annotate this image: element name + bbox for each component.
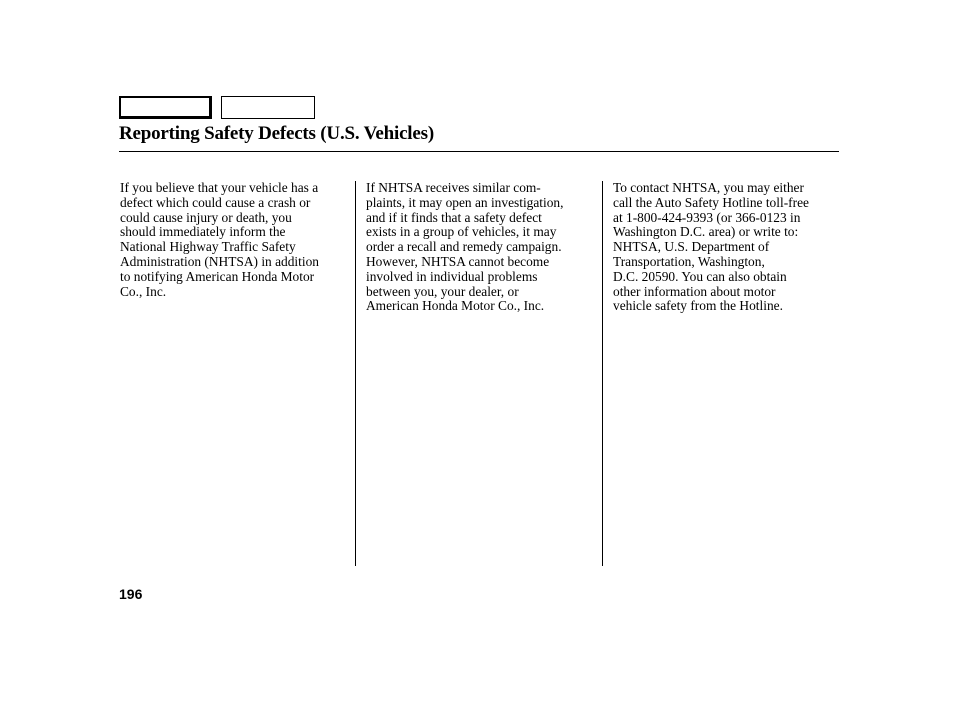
column-divider-2 xyxy=(602,181,603,566)
body-column-1: If you believe that your vehicle has a defect which could cause a crash or could cause injury or death, you should immediately inform the National Highway Traffic Safety Administration (NHTSA) in addition to notifying American Honda Motor Co., Inc. xyxy=(120,180,319,299)
page-number: 196 xyxy=(119,586,143,602)
body-column-3: To contact NHTSA, you may either call the Auto Safety Hotline toll-free at 1-800-424-9393 (or 366-0123 in Washington D.C. area) or write to: NHTSA, U.S. Department of Transportation, Washington, D.C. 20590. You can also obtain other information about motor vehicle safety from the Hotline. xyxy=(613,180,809,314)
title-divider xyxy=(119,151,839,152)
column-divider-1 xyxy=(355,181,356,566)
page-title: Reporting Safety Defects (U.S. Vehicles) xyxy=(119,123,434,144)
body-column-2: If NHTSA receives similar com- plaints, it may open an investigation, and if it finds that a safety defect exists in a group of vehicles, it may order a recall and remedy campaign. However, NHTSA cannot become involved in individual problems between you, your dealer, or American Honda Motor Co., Inc. xyxy=(366,180,564,314)
main-menu-button[interactable] xyxy=(119,96,212,119)
index-button[interactable] xyxy=(221,96,315,119)
